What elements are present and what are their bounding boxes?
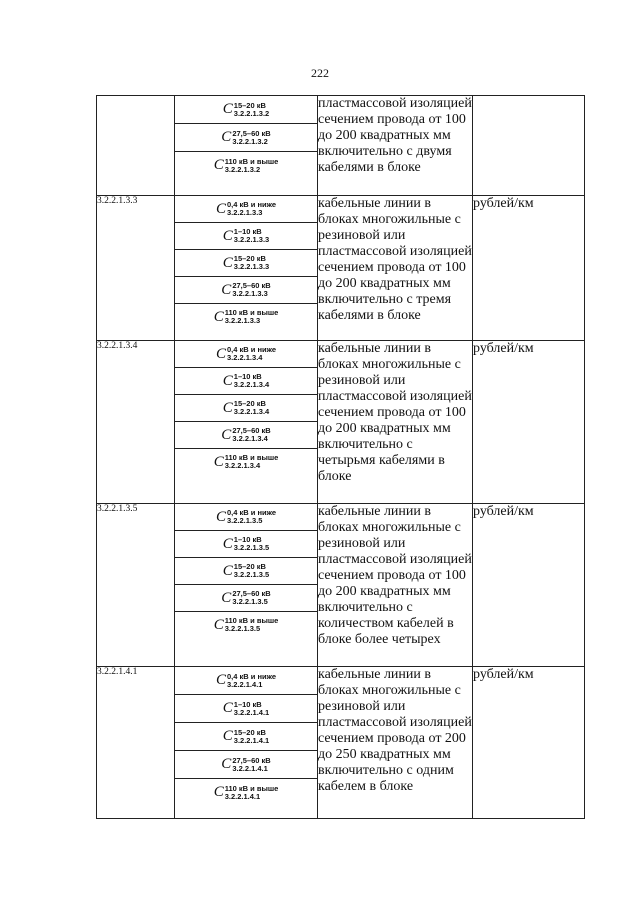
rate-variables-cell: [175, 504, 318, 667]
rate-index: 3.2.2.1.3.2: [232, 136, 268, 146]
rate-index: 3.2.2.1.3.5: [224, 624, 261, 633]
rate-index: 3.2.2.1.3.3: [233, 262, 270, 271]
voltage-class: 1–10 кВ: [233, 372, 262, 381]
row-description: кабельные линии в блоках многожильные с резиновой или пластмассовой изоляцией сечением провода от 100 до 200 квадратных мм включительно с количеством кабелей в блоке более четырех: [318, 504, 473, 667]
voltage-class: 0,4 кВ и ниже: [227, 671, 276, 681]
rate-variable: [175, 152, 317, 179]
rate-symbol: C: [222, 399, 233, 416]
voltage-class: 110 кВ и выше: [224, 156, 279, 166]
rate-variables-cell: [175, 196, 318, 341]
rate-index: 3.2.2.1.3.3: [224, 316, 261, 325]
rate-index: 3.2.2.1.3.5: [233, 570, 270, 579]
row-description: кабельные линии в блоках многожильные с резиновой или пластмассовой изоляцией сечением провода от 200 до 250 квадратных мм включительно с одним кабелем в блоке: [318, 667, 473, 819]
rate-variables-cell: [175, 667, 318, 819]
table-row: [97, 96, 585, 196]
rate-symbol: C: [222, 101, 233, 117]
voltage-class: 110 кВ и выше: [224, 783, 279, 793]
rate-symbol: C: [213, 157, 224, 173]
rate-index: 3.2.2.1.3.5: [232, 597, 268, 606]
rate-symbol: C: [222, 700, 233, 716]
table-row: [97, 504, 585, 667]
rate-symbol: C: [222, 728, 233, 744]
rate-variable: [175, 341, 317, 368]
voltage-class: 110 кВ и выше: [224, 616, 279, 625]
voltage-class: 0,4 кВ и ниже: [227, 200, 276, 209]
rate-variable: [175, 304, 317, 330]
rate-variable: [175, 531, 317, 558]
row-code: 3.2.2.1.3.4: [97, 341, 175, 504]
rate-variable: [175, 223, 317, 250]
voltage-class: 1–10 кВ: [233, 227, 262, 236]
rate-index: 3.2.2.1.3.3: [227, 208, 263, 217]
rate-variable: [175, 504, 317, 531]
voltage-class: 27,5–60 кВ: [232, 755, 271, 765]
rate-index: 3.2.2.1.4.1: [232, 763, 268, 773]
rate-symbol: C: [213, 453, 224, 470]
row-code: 3.2.2.1.4.1: [97, 667, 175, 819]
rate-index: 3.2.2.1.3.5: [227, 516, 263, 525]
voltage-class: 15–20 кВ: [233, 727, 266, 737]
rate-symbol: C: [213, 308, 224, 325]
rate-symbol: C: [215, 508, 226, 525]
voltage-class: 1–10 кВ: [233, 699, 262, 709]
voltage-class: 15–20 кВ: [233, 254, 266, 263]
rate-variable: [175, 277, 317, 304]
voltage-class: 27,5–60 кВ: [232, 281, 271, 290]
row-description: кабельные линии в блоках многожильные с резиновой или пластмассовой изоляцией сечением провода от 100 до 200 квадратных мм включительно с тремя кабелями в блоке: [318, 196, 473, 341]
voltage-class: 1–10 кВ: [233, 535, 262, 544]
rate-symbol: C: [222, 562, 233, 579]
voltage-class: 15–20 кВ: [233, 399, 266, 408]
rate-variable: [175, 779, 317, 806]
rate-variable: [175, 395, 317, 422]
rate-symbol: C: [222, 535, 233, 552]
rates-table: [96, 95, 585, 819]
rates-table-body: [97, 96, 585, 819]
row-code: 3.2.2.1.3.3: [97, 196, 175, 341]
row-code: [97, 96, 175, 196]
rate-symbol: C: [221, 426, 232, 443]
row-unit: рублей/км: [473, 341, 585, 504]
rate-variable: [175, 250, 317, 277]
voltage-class: 27,5–60 кВ: [232, 128, 271, 138]
rate-variable: [175, 695, 317, 723]
rate-symbol: C: [222, 254, 233, 271]
rate-variable: [175, 723, 317, 751]
row-description: кабельные линии в блоках многожильные с резиновой или пластмассовой изоляцией сечением провода от 100 до 200 квадратных мм включительно с четырьмя кабелями в блоке: [318, 341, 473, 504]
rate-symbol: C: [222, 372, 233, 389]
row-description: пластмассовой изоляцией сечением провода от 100 до 200 квадратных мм включительно с двумя кабелями в блоке: [318, 96, 473, 196]
rate-symbol: C: [213, 616, 224, 633]
rate-variable: [175, 196, 317, 223]
rate-symbol: C: [221, 756, 232, 772]
rate-index: 3.2.2.1.3.3: [232, 289, 268, 298]
voltage-class: 0,4 кВ и ниже: [227, 345, 276, 354]
voltage-class: 15–20 кВ: [233, 562, 266, 571]
rate-variable: [175, 612, 317, 638]
rate-index: 3.2.2.1.3.4: [232, 434, 268, 443]
rate-index: 3.2.2.1.3.4: [224, 461, 261, 470]
rate-variable: [175, 585, 317, 612]
rate-variable: [175, 96, 317, 124]
voltage-class: 27,5–60 кВ: [232, 589, 271, 598]
voltage-class: 0,4 кВ и ниже: [227, 508, 276, 517]
rate-index: 3.2.2.1.4.1: [233, 707, 270, 717]
row-code: 3.2.2.1.3.5: [97, 504, 175, 667]
voltage-class: 27,5–60 кВ: [232, 426, 271, 435]
rate-index: 3.2.2.1.3.3: [233, 235, 270, 244]
table-row: [97, 341, 585, 504]
voltage-class: 15–20 кВ: [233, 100, 266, 110]
voltage-class: 110 кВ и выше: [224, 453, 279, 462]
rate-variables-cell: [175, 96, 318, 196]
rate-index: 3.2.2.1.3.5: [233, 543, 270, 552]
rate-variable: [175, 124, 317, 152]
page-number: 222: [311, 66, 329, 80]
rate-index: 3.2.2.1.4.1: [224, 791, 261, 801]
rate-symbol: C: [215, 672, 226, 688]
row-unit: рублей/км: [473, 504, 585, 667]
rate-variable: [175, 667, 317, 695]
rate-variable: [175, 422, 317, 449]
rate-index: 3.2.2.1.3.4: [233, 407, 270, 416]
table-row: [97, 667, 585, 819]
rate-variables-cell: [175, 341, 318, 504]
voltage-class: 110 кВ и выше: [224, 308, 279, 317]
rate-index: 3.2.2.1.4.1: [233, 735, 270, 745]
rate-index: 3.2.2.1.3.4: [227, 353, 263, 362]
rate-symbol: C: [215, 200, 226, 217]
rate-index: 3.2.2.1.3.2: [233, 108, 270, 118]
rate-variable: [175, 751, 317, 779]
rate-symbol: C: [222, 227, 233, 244]
rate-variable: [175, 449, 317, 475]
rate-index: 3.2.2.1.3.4: [233, 380, 270, 389]
rate-variable: [175, 558, 317, 585]
row-unit: рублей/км: [473, 196, 585, 341]
rate-symbol: C: [213, 784, 224, 800]
rate-index: 3.2.2.1.4.1: [227, 679, 263, 689]
table-row: [97, 196, 585, 341]
rate-symbol: C: [221, 589, 232, 606]
rate-symbol: C: [215, 345, 226, 362]
rate-symbol: C: [221, 281, 232, 298]
row-unit: рублей/км: [473, 667, 585, 819]
rate-index: 3.2.2.1.3.2: [224, 164, 261, 174]
rate-symbol: C: [221, 129, 232, 145]
rate-variable: [175, 368, 317, 395]
row-unit: [473, 96, 585, 196]
